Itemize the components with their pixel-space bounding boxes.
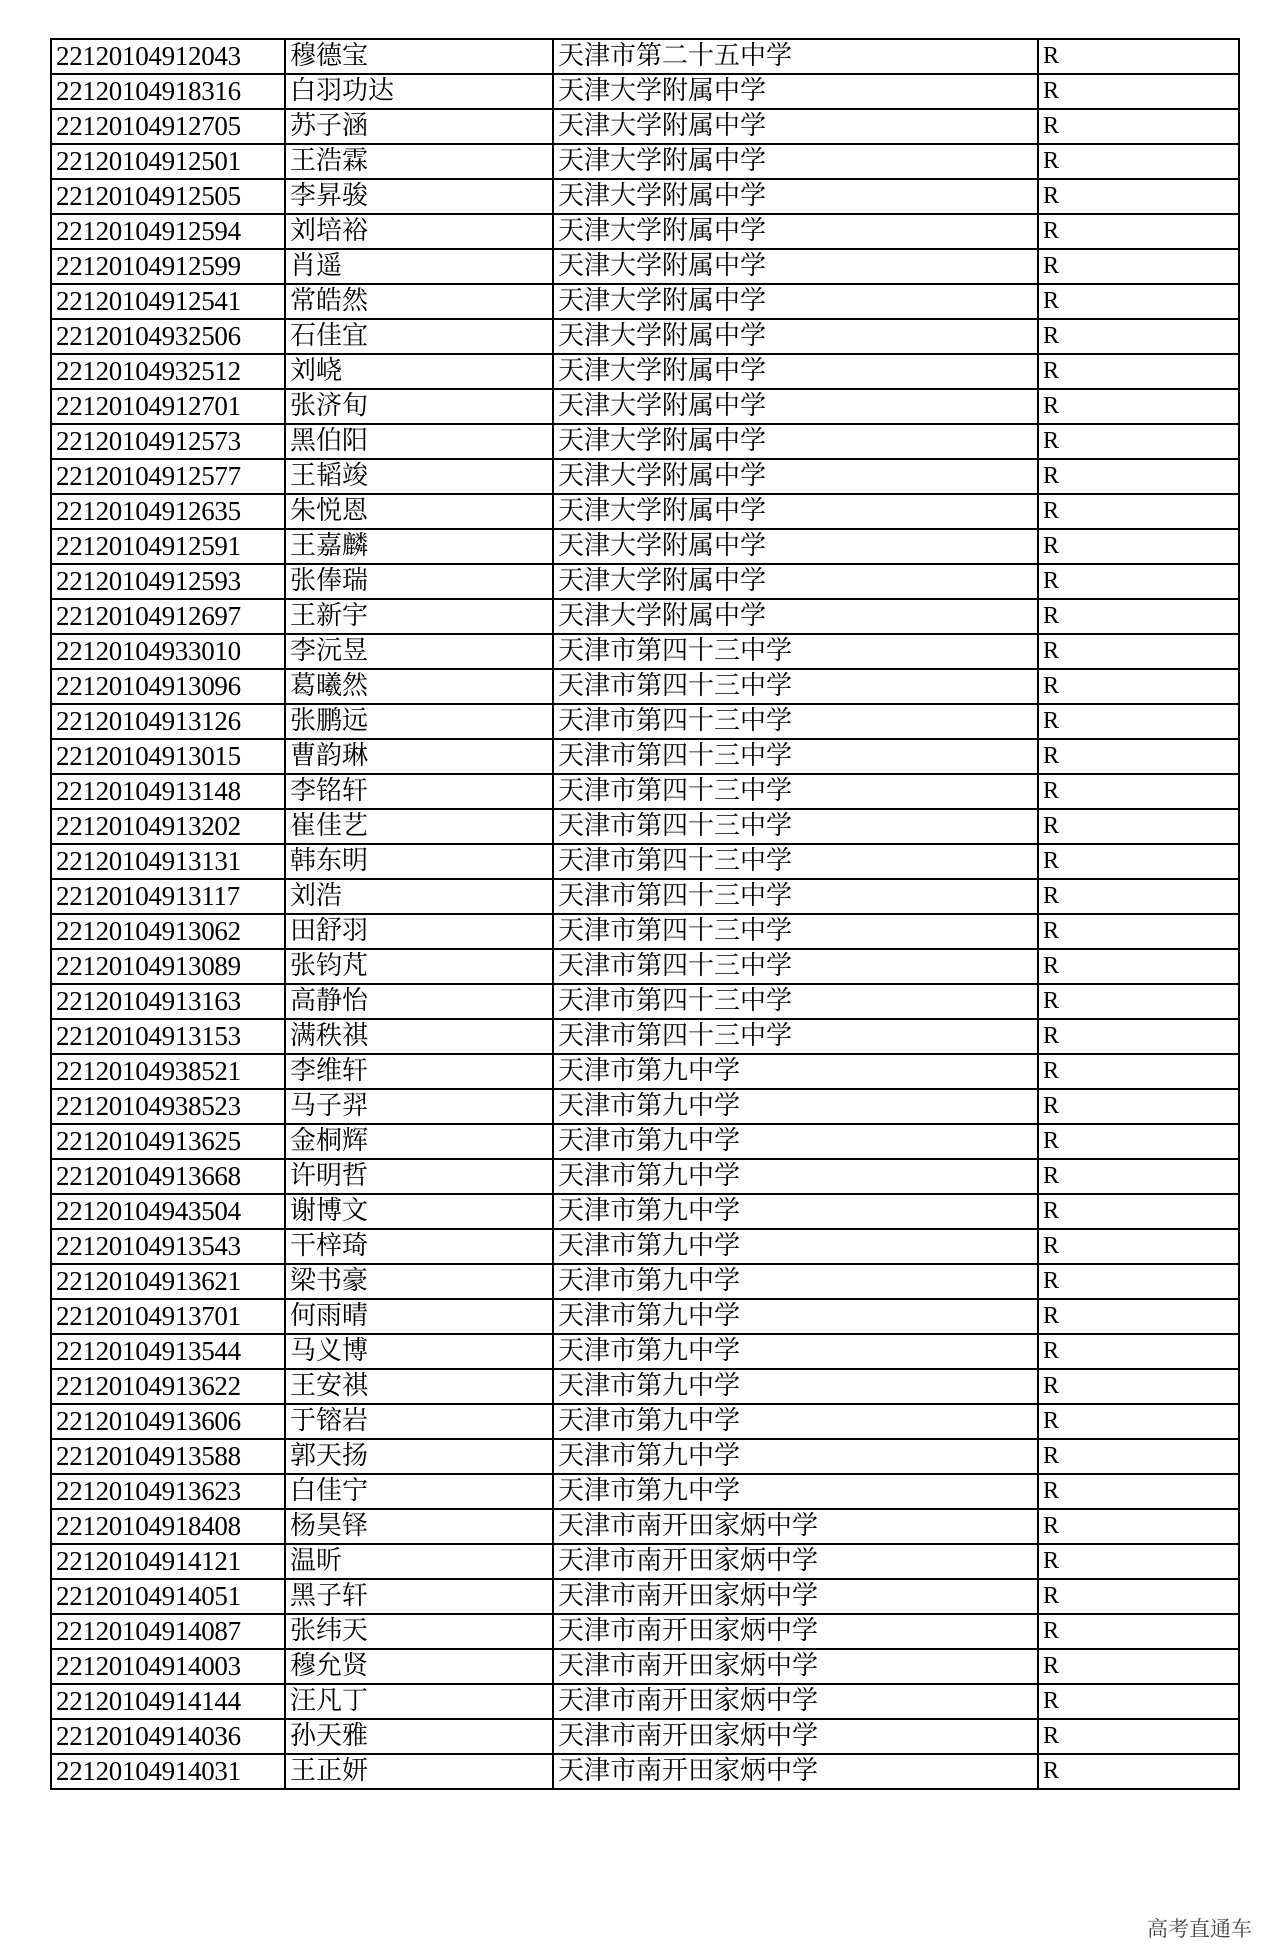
category-code-cell: R <box>1038 1229 1239 1264</box>
student-name-cell: 马义博 <box>285 1334 553 1369</box>
school-name-cell: 天津市第四十三中学 <box>553 669 1038 704</box>
table-row <box>51 669 1239 704</box>
student-name-cell: 苏子涵 <box>285 109 553 144</box>
exam-number-cell: 22120104914144 <box>51 1684 285 1719</box>
school-name-cell: 天津市南开田家炳中学 <box>553 1649 1038 1684</box>
school-name-cell: 天津大学附属中学 <box>553 109 1038 144</box>
school-name-cell: 天津大学附属中学 <box>553 424 1038 459</box>
student-name-cell: 崔佳艺 <box>285 809 553 844</box>
exam-number-cell: 22120104912599 <box>51 249 285 284</box>
table-row <box>51 1334 1239 1369</box>
category-code-cell: R <box>1038 704 1239 739</box>
category-code-cell: R <box>1038 1614 1239 1649</box>
category-code-cell: R <box>1038 1334 1239 1369</box>
category-code-cell: R <box>1038 39 1239 74</box>
table-row <box>51 179 1239 214</box>
table-row <box>51 1404 1239 1439</box>
exam-number-cell: 22120104913015 <box>51 739 285 774</box>
table-row <box>51 1474 1239 1509</box>
table-row <box>51 1194 1239 1229</box>
student-name-cell: 黑子轩 <box>285 1579 553 1614</box>
table-row <box>51 39 1239 74</box>
category-code-cell: R <box>1038 284 1239 319</box>
student-name-cell: 张俸瑞 <box>285 564 553 599</box>
school-name-cell: 天津市第四十三中学 <box>553 879 1038 914</box>
category-code-cell: R <box>1038 494 1239 529</box>
category-code-cell: R <box>1038 354 1239 389</box>
student-name-cell: 高静怡 <box>285 984 553 1019</box>
category-code-cell: R <box>1038 1754 1239 1789</box>
exam-number-cell: 22120104913622 <box>51 1369 285 1404</box>
school-name-cell: 天津市第四十三中学 <box>553 704 1038 739</box>
school-name-cell: 天津市第四十三中学 <box>553 949 1038 984</box>
table-row <box>51 354 1239 389</box>
category-code-cell: R <box>1038 879 1239 914</box>
exam-number-cell: 22120104943504 <box>51 1194 285 1229</box>
category-code-cell: R <box>1038 634 1239 669</box>
category-code-cell: R <box>1038 1579 1239 1614</box>
table-row <box>51 1159 1239 1194</box>
category-code-cell: R <box>1038 1509 1239 1544</box>
student-name-cell: 白羽功达 <box>285 74 553 109</box>
student-name-cell: 张纬天 <box>285 1614 553 1649</box>
table-row <box>51 1544 1239 1579</box>
school-name-cell: 天津市第九中学 <box>553 1404 1038 1439</box>
table-row <box>51 1684 1239 1719</box>
table-row <box>51 704 1239 739</box>
school-name-cell: 天津市第九中学 <box>553 1439 1038 1474</box>
student-name-cell: 李昇骏 <box>285 179 553 214</box>
exam-number-cell: 22120104912701 <box>51 389 285 424</box>
exam-number-cell: 22120104913126 <box>51 704 285 739</box>
student-name-cell: 朱悦恩 <box>285 494 553 529</box>
exam-number-cell: 22120104932506 <box>51 319 285 354</box>
exam-number-cell: 22120104913062 <box>51 914 285 949</box>
table-row <box>51 984 1239 1019</box>
school-name-cell: 天津市南开田家炳中学 <box>553 1544 1038 1579</box>
student-name-cell: 石佳宜 <box>285 319 553 354</box>
school-name-cell: 天津市第九中学 <box>553 1474 1038 1509</box>
student-name-cell: 梁书豪 <box>285 1264 553 1299</box>
exam-number-cell: 22120104912591 <box>51 529 285 564</box>
student-name-cell: 王嘉麟 <box>285 529 553 564</box>
student-name-cell: 许明哲 <box>285 1159 553 1194</box>
exam-number-cell: 22120104912577 <box>51 459 285 494</box>
table-row <box>51 529 1239 564</box>
category-code-cell: R <box>1038 599 1239 634</box>
table-row <box>51 1264 1239 1299</box>
table-row <box>51 1754 1239 1789</box>
school-name-cell: 天津市第九中学 <box>553 1369 1038 1404</box>
exam-number-cell: 22120104914087 <box>51 1614 285 1649</box>
table-row <box>51 1439 1239 1474</box>
school-name-cell: 天津市第二十五中学 <box>553 39 1038 74</box>
table-row <box>51 774 1239 809</box>
category-code-cell: R <box>1038 1159 1239 1194</box>
school-name-cell: 天津市第九中学 <box>553 1089 1038 1124</box>
school-name-cell: 天津市南开田家炳中学 <box>553 1684 1038 1719</box>
exam-number-cell: 22120104912593 <box>51 564 285 599</box>
exam-number-cell: 22120104912043 <box>51 39 285 74</box>
table-row <box>51 494 1239 529</box>
exam-number-cell: 22120104912635 <box>51 494 285 529</box>
table-row <box>51 424 1239 459</box>
exam-number-cell: 22120104938521 <box>51 1054 285 1089</box>
category-code-cell: R <box>1038 109 1239 144</box>
student-name-cell: 肖遥 <box>285 249 553 284</box>
category-code-cell: R <box>1038 1719 1239 1754</box>
school-name-cell: 天津市南开田家炳中学 <box>553 1754 1038 1789</box>
school-name-cell: 天津市南开田家炳中学 <box>553 1509 1038 1544</box>
table-row <box>51 1509 1239 1544</box>
school-name-cell: 天津市第四十三中学 <box>553 844 1038 879</box>
category-code-cell: R <box>1038 1019 1239 1054</box>
student-name-cell: 郭天扬 <box>285 1439 553 1474</box>
school-name-cell: 天津大学附属中学 <box>553 284 1038 319</box>
exam-number-cell: 22120104913588 <box>51 1439 285 1474</box>
category-code-cell: R <box>1038 1194 1239 1229</box>
school-name-cell: 天津大学附属中学 <box>553 459 1038 494</box>
table-row <box>51 1614 1239 1649</box>
category-code-cell: R <box>1038 1404 1239 1439</box>
exam-number-cell: 22120104912505 <box>51 179 285 214</box>
exam-number-cell: 22120104913544 <box>51 1334 285 1369</box>
table-row <box>51 564 1239 599</box>
student-name-cell: 刘峣 <box>285 354 553 389</box>
student-name-cell: 曹韵琳 <box>285 739 553 774</box>
category-code-cell: R <box>1038 179 1239 214</box>
student-name-cell: 金桐辉 <box>285 1124 553 1159</box>
table-row <box>51 74 1239 109</box>
student-name-cell: 张钧芃 <box>285 949 553 984</box>
exam-number-cell: 22120104913163 <box>51 984 285 1019</box>
table-row <box>51 879 1239 914</box>
table-row <box>51 1019 1239 1054</box>
category-code-cell: R <box>1038 809 1239 844</box>
category-code-cell: R <box>1038 739 1239 774</box>
school-name-cell: 天津市南开田家炳中学 <box>553 1579 1038 1614</box>
student-list-table <box>50 38 1240 1790</box>
table-row <box>51 1579 1239 1614</box>
table-row <box>51 1124 1239 1159</box>
exam-number-cell: 22120104913701 <box>51 1299 285 1334</box>
table-row <box>51 284 1239 319</box>
student-name-cell: 李维轩 <box>285 1054 553 1089</box>
school-name-cell: 天津市第九中学 <box>553 1054 1038 1089</box>
student-name-cell: 葛曦然 <box>285 669 553 704</box>
student-name-cell: 王安祺 <box>285 1369 553 1404</box>
school-name-cell: 天津市第四十三中学 <box>553 739 1038 774</box>
exam-number-cell: 22120104913606 <box>51 1404 285 1439</box>
exam-number-cell: 22120104914003 <box>51 1649 285 1684</box>
exam-number-cell: 22120104912705 <box>51 109 285 144</box>
exam-number-cell: 22120104913089 <box>51 949 285 984</box>
student-name-cell: 李沅昱 <box>285 634 553 669</box>
table-row <box>51 949 1239 984</box>
student-name-cell: 黑伯阳 <box>285 424 553 459</box>
student-name-cell: 刘浩 <box>285 879 553 914</box>
student-name-cell: 干梓琦 <box>285 1229 553 1264</box>
category-code-cell: R <box>1038 1684 1239 1719</box>
category-code-cell: R <box>1038 1124 1239 1159</box>
table-row <box>51 739 1239 774</box>
table-row <box>51 249 1239 284</box>
student-name-cell: 王新宇 <box>285 599 553 634</box>
school-name-cell: 天津市第九中学 <box>553 1334 1038 1369</box>
student-name-cell: 刘培裕 <box>285 214 553 249</box>
student-name-cell: 何雨晴 <box>285 1299 553 1334</box>
student-name-cell: 穆德宝 <box>285 39 553 74</box>
student-name-cell: 谢博文 <box>285 1194 553 1229</box>
table-row <box>51 599 1239 634</box>
student-name-cell: 白佳宁 <box>285 1474 553 1509</box>
student-name-cell: 杨昊铎 <box>285 1509 553 1544</box>
category-code-cell: R <box>1038 1544 1239 1579</box>
student-name-cell: 张济旬 <box>285 389 553 424</box>
category-code-cell: R <box>1038 389 1239 424</box>
table-row <box>51 1054 1239 1089</box>
school-name-cell: 天津市第四十三中学 <box>553 809 1038 844</box>
exam-number-cell: 22120104913096 <box>51 669 285 704</box>
table-row <box>51 1719 1239 1754</box>
category-code-cell: R <box>1038 214 1239 249</box>
category-code-cell: R <box>1038 1299 1239 1334</box>
school-name-cell: 天津大学附属中学 <box>553 564 1038 599</box>
table-row <box>51 109 1239 144</box>
student-name-cell: 韩东明 <box>285 844 553 879</box>
student-name-cell: 王浩霖 <box>285 144 553 179</box>
exam-number-cell: 22120104914121 <box>51 1544 285 1579</box>
school-name-cell: 天津市南开田家炳中学 <box>553 1719 1038 1754</box>
category-code-cell: R <box>1038 459 1239 494</box>
exam-number-cell: 22120104913625 <box>51 1124 285 1159</box>
school-name-cell: 天津大学附属中学 <box>553 214 1038 249</box>
exam-number-cell: 22120104913623 <box>51 1474 285 1509</box>
table-row <box>51 1299 1239 1334</box>
table-row <box>51 144 1239 179</box>
category-code-cell: R <box>1038 74 1239 109</box>
school-name-cell: 天津市第九中学 <box>553 1229 1038 1264</box>
student-name-cell: 常皓然 <box>285 284 553 319</box>
school-name-cell: 天津大学附属中学 <box>553 179 1038 214</box>
category-code-cell: R <box>1038 774 1239 809</box>
table-row <box>51 214 1239 249</box>
category-code-cell: R <box>1038 1089 1239 1124</box>
exam-number-cell: 22120104938523 <box>51 1089 285 1124</box>
school-name-cell: 天津市南开田家炳中学 <box>553 1614 1038 1649</box>
table-row <box>51 1229 1239 1264</box>
category-code-cell: R <box>1038 564 1239 599</box>
table-row <box>51 844 1239 879</box>
category-code-cell: R <box>1038 1369 1239 1404</box>
school-name-cell: 天津市第四十三中学 <box>553 774 1038 809</box>
table-row <box>51 634 1239 669</box>
school-name-cell: 天津大学附属中学 <box>553 144 1038 179</box>
category-code-cell: R <box>1038 319 1239 354</box>
watermark-text: 高考直通车 <box>1147 1917 1252 1941</box>
school-name-cell: 天津市第九中学 <box>553 1299 1038 1334</box>
category-code-cell: R <box>1038 424 1239 459</box>
school-name-cell: 天津大学附属中学 <box>553 529 1038 564</box>
category-code-cell: R <box>1038 1439 1239 1474</box>
category-code-cell: R <box>1038 949 1239 984</box>
student-name-cell: 温昕 <box>285 1544 553 1579</box>
school-name-cell: 天津大学附属中学 <box>553 599 1038 634</box>
student-name-cell: 张鹏远 <box>285 704 553 739</box>
exam-number-cell: 22120104918408 <box>51 1509 285 1544</box>
category-code-cell: R <box>1038 1474 1239 1509</box>
category-code-cell: R <box>1038 669 1239 704</box>
exam-number-cell: 22120104912594 <box>51 214 285 249</box>
school-name-cell: 天津市第四十三中学 <box>553 634 1038 669</box>
category-code-cell: R <box>1038 529 1239 564</box>
table-row <box>51 1089 1239 1124</box>
table-row <box>51 809 1239 844</box>
exam-number-cell: 22120104912541 <box>51 284 285 319</box>
table-row <box>51 319 1239 354</box>
exam-number-cell: 22120104914031 <box>51 1754 285 1789</box>
exam-number-cell: 22120104912697 <box>51 599 285 634</box>
school-name-cell: 天津市第九中学 <box>553 1124 1038 1159</box>
table-row <box>51 459 1239 494</box>
exam-number-cell: 22120104913117 <box>51 879 285 914</box>
student-name-cell: 孙天雅 <box>285 1719 553 1754</box>
exam-number-cell: 22120104914036 <box>51 1719 285 1754</box>
exam-number-cell: 22120104912501 <box>51 144 285 179</box>
student-name-cell: 马子羿 <box>285 1089 553 1124</box>
exam-number-cell: 22120104913153 <box>51 1019 285 1054</box>
exam-number-cell: 22120104913621 <box>51 1264 285 1299</box>
exam-number-cell: 22120104918316 <box>51 74 285 109</box>
exam-number-cell: 22120104914051 <box>51 1579 285 1614</box>
category-code-cell: R <box>1038 1264 1239 1299</box>
category-code-cell: R <box>1038 249 1239 284</box>
category-code-cell: R <box>1038 914 1239 949</box>
student-name-cell: 王韬竣 <box>285 459 553 494</box>
category-code-cell: R <box>1038 1054 1239 1089</box>
school-name-cell: 天津市第四十三中学 <box>553 914 1038 949</box>
school-name-cell: 天津市第四十三中学 <box>553 984 1038 1019</box>
school-name-cell: 天津大学附属中学 <box>553 354 1038 389</box>
exam-number-cell: 22120104913202 <box>51 809 285 844</box>
school-name-cell: 天津市第九中学 <box>553 1194 1038 1229</box>
category-code-cell: R <box>1038 844 1239 879</box>
school-name-cell: 天津大学附属中学 <box>553 319 1038 354</box>
school-name-cell: 天津市第九中学 <box>553 1159 1038 1194</box>
school-name-cell: 天津大学附属中学 <box>553 249 1038 284</box>
school-name-cell: 天津市第九中学 <box>553 1264 1038 1299</box>
student-list-body <box>51 39 1239 1789</box>
school-name-cell: 天津大学附属中学 <box>553 74 1038 109</box>
exam-number-cell: 22120104933010 <box>51 634 285 669</box>
student-name-cell: 于镕岩 <box>285 1404 553 1439</box>
category-code-cell: R <box>1038 984 1239 1019</box>
student-name-cell: 李铭轩 <box>285 774 553 809</box>
student-name-cell: 满秩祺 <box>285 1019 553 1054</box>
exam-number-cell: 22120104913148 <box>51 774 285 809</box>
exam-number-cell: 22120104932512 <box>51 354 285 389</box>
category-code-cell: R <box>1038 144 1239 179</box>
table-row <box>51 1649 1239 1684</box>
exam-number-cell: 22120104913668 <box>51 1159 285 1194</box>
school-name-cell: 天津大学附属中学 <box>553 389 1038 424</box>
table-row <box>51 389 1239 424</box>
student-name-cell: 穆允贤 <box>285 1649 553 1684</box>
exam-number-cell: 22120104913131 <box>51 844 285 879</box>
category-code-cell: R <box>1038 1649 1239 1684</box>
student-name-cell: 汪凡丁 <box>285 1684 553 1719</box>
exam-number-cell: 22120104912573 <box>51 424 285 459</box>
exam-number-cell: 22120104913543 <box>51 1229 285 1264</box>
table-row <box>51 914 1239 949</box>
student-name-cell: 王正妍 <box>285 1754 553 1789</box>
school-name-cell: 天津市第四十三中学 <box>553 1019 1038 1054</box>
school-name-cell: 天津大学附属中学 <box>553 494 1038 529</box>
table-row <box>51 1369 1239 1404</box>
student-name-cell: 田舒羽 <box>285 914 553 949</box>
